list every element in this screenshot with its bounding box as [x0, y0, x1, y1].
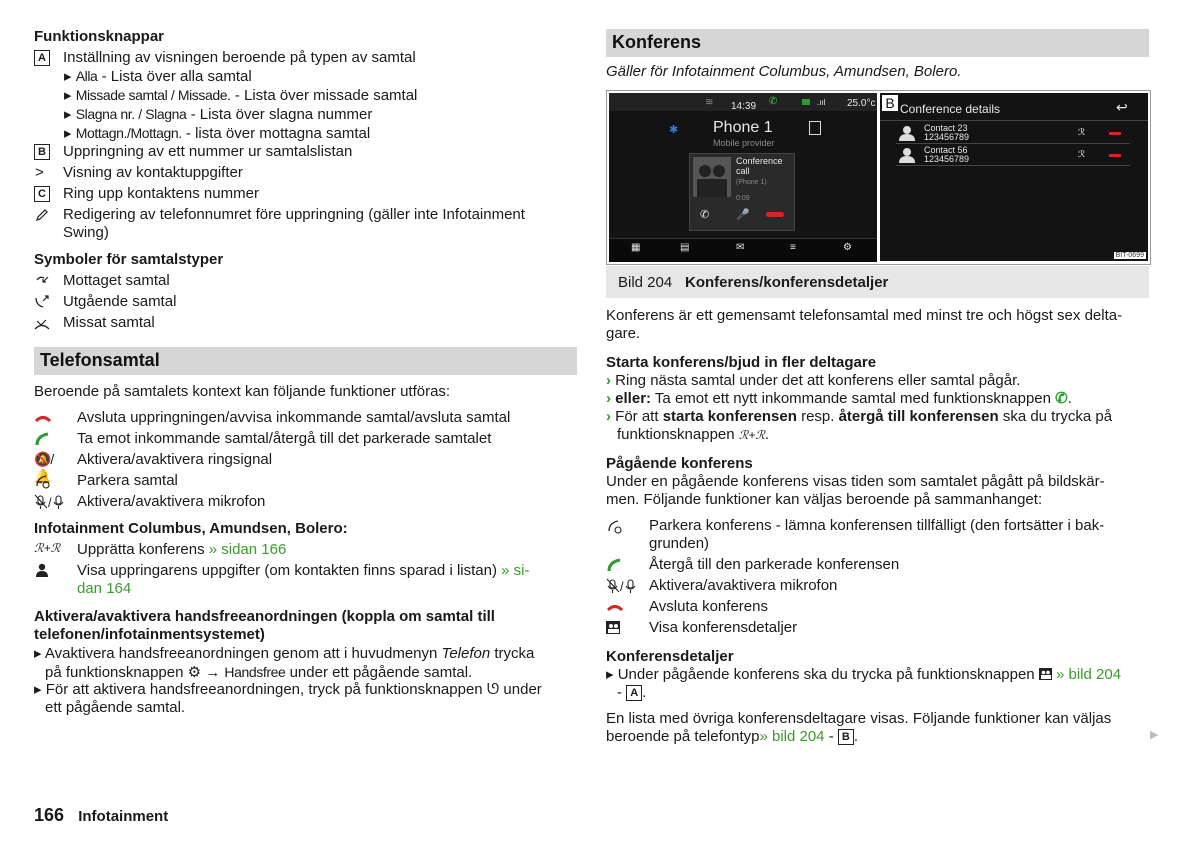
- conference-title: Conference call: [736, 156, 783, 176]
- mute-button[interactable]: 🎤: [736, 209, 750, 221]
- telefonsamtal-section: Telefonsamtal: [34, 347, 577, 375]
- screen-b: [880, 93, 1148, 261]
- hf-heading: Aktivera/avaktivera handsfreeanordningen (koppla om samtal till telefonen/infotainmentsystemet): [34, 608, 495, 643]
- settings-icon: ⚙: [187, 664, 202, 681]
- provider: Mobile provider: [713, 138, 775, 148]
- figure-204: [606, 90, 1151, 265]
- page-link[interactable]: » sidan 166: [208, 541, 287, 558]
- figure-code: BIT-0699: [1115, 252, 1144, 259]
- details-title: Conference details: [900, 102, 1001, 116]
- clock: 14:39: [731, 101, 757, 112]
- sub-list: [64, 67, 564, 143]
- chapter-name: Infotainment: [78, 808, 169, 825]
- item-c-text: Ring upp kontaktens nummer: [63, 185, 259, 202]
- konferens-section: Konferens: [606, 29, 1149, 57]
- item-a-text: Inställning av visningen beroende på typen av samtal: [63, 49, 416, 66]
- person-icon: [898, 125, 916, 141]
- ongoing-text: Under en pågående konferens visas tiden som samtalet pågått på bildskär- men. Följande funktioner kan väljas beroende på sammanhanget:: [606, 473, 1105, 508]
- conference-details-icon: [1039, 668, 1052, 680]
- accept-call-icon: [606, 557, 624, 573]
- incoming-call-icon: [34, 274, 52, 288]
- item-b-text: Uppringning av ett nummer ur samtalslistan: [63, 143, 353, 160]
- page-link[interactable]: » si-: [501, 562, 530, 579]
- battery-icon: [802, 99, 810, 105]
- start-heading: Starta konferens/bjud in fler deltagare: [606, 354, 877, 371]
- temperature: 25.0°c: [847, 98, 876, 109]
- last-paragraph: En lista med övriga konferensdeltagare visas. Följande funktioner kan väljas beroende på telefontyp» bild 204 - B .: [606, 710, 1112, 745]
- svg-text:/: /: [48, 495, 52, 510]
- accept-call-icon: [34, 431, 52, 447]
- park-button[interactable]: ✆: [700, 209, 710, 221]
- applies-to: Gäller för Infotainment Columbus, Amundsen, Bolero.: [606, 63, 962, 80]
- tel-intro: Beroende på samtalets kontext kan följande funktioner utföras:: [34, 383, 451, 400]
- sub-item: ▸ Missade samtal / Missade. - Lista över missade samtal: [64, 87, 418, 104]
- call-timer: 0:09: [736, 195, 750, 202]
- badge-b: B: [34, 144, 50, 160]
- bottom-bar: [609, 238, 877, 262]
- figure-link[interactable]: » bild 204: [759, 728, 825, 745]
- page-number: 166: [34, 805, 65, 825]
- messages-button[interactable]: ✉: [736, 242, 745, 253]
- screen-b-label: B: [882, 95, 898, 111]
- call-status-icon: ✆: [769, 96, 778, 107]
- intro-paragraph: Konferens är ett gemensamt telefonsamtal med minst tre och högst sex delta- gare.: [606, 307, 1123, 342]
- phone-switch-icon[interactable]: [809, 121, 821, 135]
- private-call-icon[interactable]: ℛ: [1078, 127, 1086, 137]
- contact-row[interactable]: Contact 23 123456789 ℛ: [896, 123, 1130, 144]
- end-call-icon: [606, 603, 624, 613]
- conference-details-icon: [606, 621, 620, 634]
- badge-c: C: [34, 186, 50, 202]
- park-call-icon: [606, 518, 624, 534]
- figure-link[interactable]: » bild 204: [1056, 666, 1122, 683]
- hangup-button[interactable]: [1109, 154, 1121, 157]
- item-a: [34, 49, 416, 66]
- contacts-button[interactable]: ▤: [680, 242, 690, 253]
- sub-item: ▸ Mottagn./Mottagn. - lista över mottagna samtal: [64, 125, 371, 142]
- item-b: [34, 143, 353, 160]
- keypad-button[interactable]: ▦: [631, 242, 641, 253]
- conference-card: Conference call (Phone 1) 0:09 ✆ 🎤: [689, 153, 795, 231]
- bluetooth-icon: ✱: [669, 124, 679, 136]
- missed-call-icon: [34, 316, 52, 330]
- figure-caption: Bild 204 Konferens/konferensdetaljer: [606, 266, 1149, 298]
- microphone-toggle-icon: [606, 578, 642, 594]
- hf-item-1: ▸ Avaktivera handsfreeanordningen genom att i huvudmenyn Telefon trycka på funktionsknappen ⚙ → Handsfree under ett pågående samtal.: [34, 645, 535, 681]
- sub-item: ▸ Alla - Lista över alla samtal: [64, 68, 252, 85]
- group-avatar-icon: [693, 157, 731, 197]
- accept-call-icon: ✆: [1055, 390, 1068, 407]
- chevron-right-icon: >: [35, 164, 44, 181]
- signal-icon: .ııl: [817, 98, 826, 107]
- wifi-icon: ≋: [705, 97, 714, 108]
- conference-icon: ℛ+ℛ: [34, 541, 61, 555]
- person-icon: [35, 563, 49, 577]
- sym-heading: Symboler för samtalstyper: [34, 251, 224, 268]
- end-call-button[interactable]: [766, 212, 784, 217]
- sub-item: ▸ Slagna nr. / Slagna - Lista över slagna nummer: [64, 106, 373, 123]
- park-call-icon: [34, 473, 52, 489]
- contact-row[interactable]: Contact 56 123456789 ℛ: [896, 145, 1130, 166]
- hf-item-2: ▸ För att aktivera handsfreeanordningen, tryck på funktionsknappen ᘎ under ett pågående samtal.: [34, 681, 542, 716]
- svg-text:/: /: [620, 579, 624, 594]
- start-steps: › Ring nästa samtal under det att konferens eller samtal pågår. › eller: Ta emot ett nytt inkommande samtal med funktionsknappen ✆. › För att starta konferensen resp. återgå till konferensen ska du trycka på funktionsknappen ℛ+ℛ.: [606, 372, 1113, 443]
- next-page-arrow-icon: ▶: [1150, 729, 1159, 741]
- ongoing-heading: Pågående konferens: [606, 455, 753, 472]
- pencil-icon: [35, 208, 49, 222]
- divider: [880, 120, 1148, 121]
- back-button[interactable]: ↩: [1116, 99, 1128, 115]
- handsfree-icon: ᘎ: [486, 681, 500, 698]
- outgoing-call-icon: [34, 295, 52, 309]
- funk-heading: Funktionsknappar: [34, 28, 165, 45]
- info-heading: Infotainment Columbus, Amundsen, Bolero:: [34, 520, 348, 537]
- settings-button[interactable]: ⚙: [843, 242, 852, 253]
- item-c: [34, 185, 259, 202]
- phone-name: Phone 1: [713, 119, 773, 136]
- microphone-toggle-icon: [34, 494, 70, 510]
- details-heading: Konferensdetaljer: [606, 648, 734, 665]
- hangup-button[interactable]: [1109, 132, 1121, 135]
- call-list-button[interactable]: ≡: [790, 242, 796, 253]
- page-footer: [34, 805, 168, 826]
- end-call-icon: [34, 414, 52, 424]
- person-icon: [898, 147, 916, 163]
- ringtone-toggle-icon: 🔕/🔔: [34, 451, 54, 484]
- badge-a: A: [34, 50, 50, 66]
- page-link[interactable]: dan 164: [77, 580, 132, 597]
- conference-icon: ℛ+ℛ: [738, 428, 765, 442]
- screen-a: [609, 93, 877, 261]
- private-call-icon[interactable]: ℛ: [1078, 149, 1086, 159]
- details-step: ▸ Under pågående konferens ska du trycka på funktionsknappen » bild 204 - A .: [606, 666, 1122, 701]
